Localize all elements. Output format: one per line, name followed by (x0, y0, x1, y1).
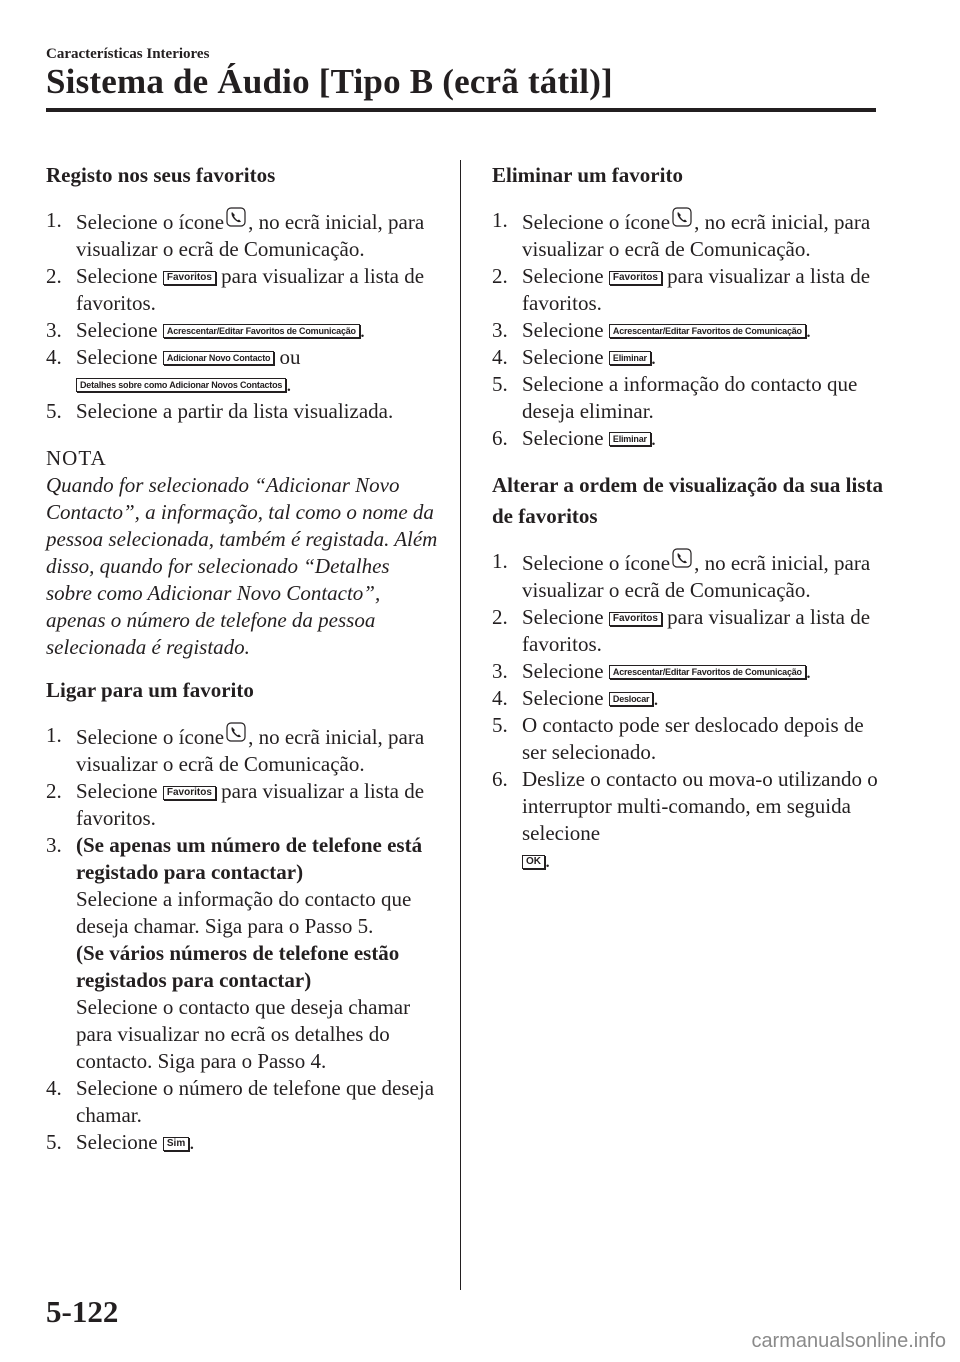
column-divider (460, 160, 461, 1290)
step-1: 1. Selecione o ícone , no ecrã inicial, para visualizar o ecrã de Comunicação. (492, 549, 871, 602)
section-label: Características Interiores (46, 46, 210, 62)
step-5: 5. Selecione a partir da lista visualizada. (46, 399, 394, 423)
favoritos-button[interactable]: Favoritos (163, 271, 216, 285)
header-rule (46, 108, 876, 112)
nota-title: NOTA (46, 446, 107, 470)
right-column (492, 160, 892, 874)
section-heading-ordem: Alterar a ordem de visualização da sua lista de favoritos (492, 473, 884, 528)
phone-icon (672, 207, 692, 227)
watermark: carmanualsonline.info (751, 1330, 946, 1352)
step-5: 5. O contacto pode ser deslocado depois de ser selecionado. (492, 713, 864, 764)
step-2: 2. Selecione Favoritos para visualizar a lista de favoritos. (46, 779, 425, 830)
detalhes-contactos-button[interactable]: Detalhes sobre como Adicionar Novos Contactos (76, 378, 286, 392)
ok-button[interactable]: OK (522, 855, 545, 869)
step-6: 6. Deslize o contacto ou mova-o utilizando o interruptor multi-comando, em seguida selecione OK . (492, 767, 878, 872)
acrescentar-editar-button[interactable]: Acrescentar/Editar Favoritos de Comunicação (163, 324, 360, 338)
step-2: 2. Selecione Favoritos para visualizar a lista de favoritos. (492, 605, 871, 656)
step-1: 1. Selecione o ícone , no ecrã inicial, para visualizar o ecrã de Comunicação. (46, 723, 425, 776)
step-3: 3. Selecione Acrescentar/Editar Favoritos de Comunicação . (492, 318, 812, 342)
phone-icon (226, 207, 246, 227)
adicionar-contacto-button[interactable]: Adicionar Novo Contacto (163, 351, 274, 365)
acrescentar-editar-button[interactable]: Acrescentar/Editar Favoritos de Comunicação (609, 324, 806, 338)
eliminar-button[interactable]: Eliminar (609, 432, 651, 446)
step-3: 3. Selecione Acrescentar/Editar Favoritos de Comunicação . (46, 318, 366, 342)
favoritos-button[interactable]: Favoritos (163, 786, 216, 800)
step-5: 5. Selecione Sim . (46, 1130, 195, 1154)
step-2: 2. Selecione Favoritos para visualizar a lista de favoritos. (46, 264, 425, 315)
page-title: Sistema de Áudio [Tipo B (ecrã tátil)] (46, 62, 613, 101)
favoritos-button[interactable]: Favoritos (609, 612, 662, 626)
left-column (46, 160, 438, 1156)
phone-icon (226, 722, 246, 742)
favoritos-button[interactable]: Favoritos (609, 271, 662, 285)
step-3: 3. Selecione Acrescentar/Editar Favoritos de Comunicação . (492, 659, 812, 683)
step-4: 4. Selecione Adicionar Novo Contacto ou Detalhes sobre como Adicionar Novos Contactos . (46, 345, 301, 396)
step-4: 4. Selecione Eliminar . (492, 345, 657, 369)
nota-body: Quando for selecionado “Adicionar Novo Contacto”, a informação, tal como o nome da pessoa selecionada, também é registada. Além disso, quando for selecionado “Detalhes sobre como Adicionar Novo Contacto”, apenas o número de telefone da pessoa selecionada é registado. (46, 473, 438, 659)
step-6: 6. Selecione Eliminar . (492, 426, 657, 450)
step-5: 5. Selecione a informação do contacto que deseja eliminar. (492, 372, 858, 423)
phone-icon (672, 548, 692, 568)
step-3: 3. (Se apenas um número de telefone está registado para contactar) Selecione a informação do contacto que deseja chamar. Siga para o Passo 5. (Se vários números de telefone estão registados para contactar) Selecione o contacto que deseja chamar para visualizar no ecrã os detalhes do contacto. Siga para o Passo 4. (46, 833, 423, 1073)
step-2: 2. Selecione Favoritos para visualizar a lista de favoritos. (492, 264, 871, 315)
section-heading-eliminar: Eliminar um favorito (492, 163, 683, 187)
section-heading-registo: Registo nos seus favoritos (46, 163, 276, 187)
step-1: 1. Selecione o ícone , no ecrã inicial, para visualizar o ecrã de Comunicação. (492, 208, 871, 261)
sim-button[interactable]: Sim (163, 1137, 189, 1151)
deslocar-button[interactable]: Deslocar (609, 692, 653, 706)
acrescentar-editar-button[interactable]: Acrescentar/Editar Favoritos de Comunicação (609, 665, 806, 679)
section-heading-ligar: Ligar para um favorito (46, 678, 254, 702)
page-number: 5-122 (46, 1294, 119, 1329)
step-1: 1. Selecione o ícone , no ecrã inicial, para visualizar o ecrã de Comunicação. (46, 208, 425, 261)
eliminar-button[interactable]: Eliminar (609, 351, 651, 365)
step-4: 4. Selecione Deslocar . (492, 686, 659, 710)
step-4: 4. Selecione o número de telefone que deseja chamar. (46, 1076, 435, 1127)
